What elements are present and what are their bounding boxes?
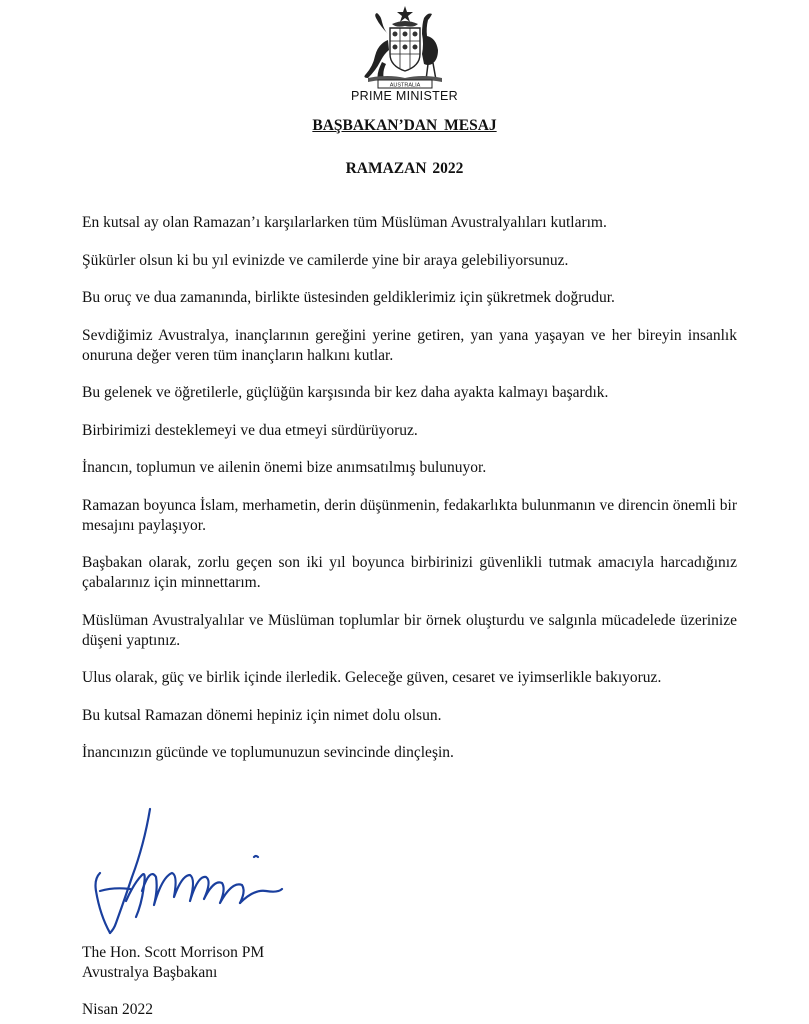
paragraph: Başbakan olarak, zorlu geçen son iki yıl boyunca birbirinizi güvenlikli tutmak amacıyla harcadığınız çabalarınız için minnettarım. (82, 554, 737, 591)
paragraph: İnancın, toplumun ve ailenin önemi bize anımsatılmış bulunuyor. (82, 459, 487, 476)
paragraph: Birbirimizi desteklemeyi ve dua etmeyi sürdürüyoruz. (82, 421, 418, 439)
paragraph: Bu gelenek ve öğretilerle, güçlüğün karşısında bir kez daha ayakta kalmayı başardık. (82, 384, 609, 401)
letter-date: Nisan 2022 (82, 1001, 154, 1018)
paragraph: İnancınızın gücünde ve toplumunuzun sevincinde dinçleşin. (82, 744, 454, 761)
signer-role: Avustralya Başbakanı (82, 964, 218, 981)
paragraph: Bu oruç ve dua zamanında, birlikte üstesinden geldiklerimiz için şükretmek doğrudur. (82, 289, 615, 306)
paragraph: Bu kutsal Ramazan dönemi hepiniz için nimet dolu olsun. (82, 706, 442, 724)
crest-scroll-text: AUSTRALIA (389, 82, 421, 89)
commonwealth-coat-of-arms-icon (348, 4, 462, 90)
office-label: PRIME MINISTER (351, 89, 458, 103)
handwritten-signature-icon (86, 805, 296, 937)
page-title: BAŞBAKAN’DAN MESAJ (312, 117, 497, 134)
paragraph: En kutsal ay olan Ramazan’ı karşılarlarken tüm Müslüman Avustralyalıları kutlarım. (82, 214, 607, 231)
paragraph: Ulus olarak, güç ve birlik içinde ilerledik. Geleceğe güven, cesaret ve iyimserlikle bakıyoruz. (82, 669, 662, 686)
signer-block (82, 943, 264, 983)
letter-body (82, 213, 737, 781)
paragraph: Şükürler olsun ki bu yıl evinizde ve camilerde yine bir araya gelebiliyorsunuz. (82, 251, 569, 269)
paragraph: Müslüman Avustralyalılar ve Müslüman toplumlar bir örnek oluşturdu ve salgınla mücadelede üzerinize düşeni yaptınız. (82, 611, 737, 649)
paragraph: Sevdiğimiz Avustralya, inançlarının gereğini yerine getiren, yan yana yaşayan ve her bireyin insanlık onuruna değer veren tüm inançların halkını kutlar. (82, 326, 737, 364)
signer-name: The Hon. Scott Morrison PM (82, 944, 265, 961)
paragraph: Ramazan boyunca İslam, merhametin, derin düşünmenin, fedakarlıkta bulunmanın ve direncin önemli bir mesajını paylaşıyor. (82, 496, 737, 534)
page-subtitle: RAMAZAN 2022 (345, 160, 464, 177)
